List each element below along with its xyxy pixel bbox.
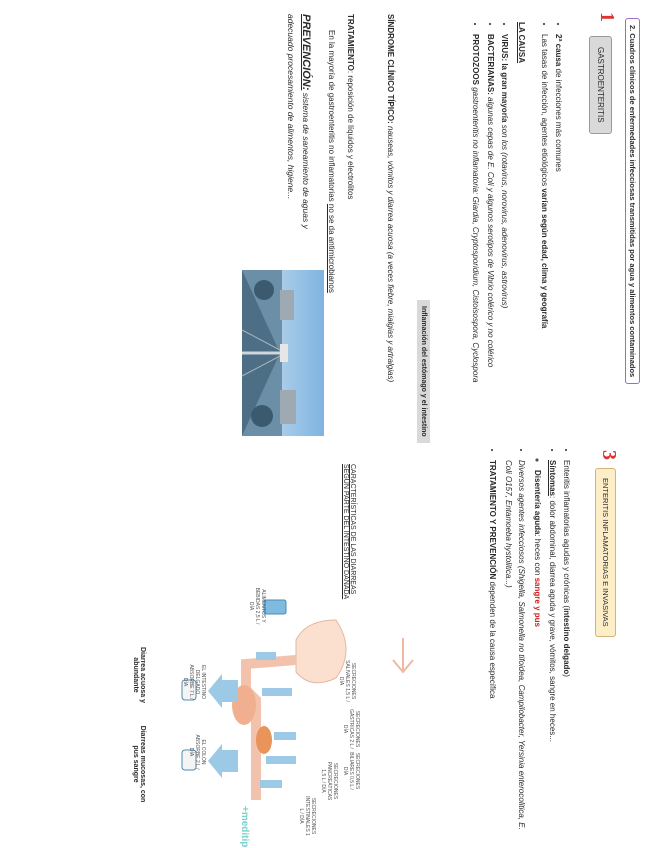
result-diarrea-mucosa: Diarreas mucosas, con pus sangre xyxy=(132,725,146,803)
section-1-number: 1 xyxy=(596,12,618,22)
sindrome-text: SÍNDROME CLÍNICO TÍPICO: nauseas, vómitos y diarrea acuosa (a veces fiebre, mialgias y artralgias) xyxy=(386,14,395,383)
diagram-caption: CARACTERÍSTICAS DE LAS DIARREAS SEGÚN PARTE DEL INTESTINO DAÑADA xyxy=(342,464,356,600)
glass-icon xyxy=(264,600,286,614)
gastroenteritis-box: GASTROENTERITIS xyxy=(589,36,612,134)
list-item: ◦ Disentería aguda: heces con sangre y pus xyxy=(531,470,543,836)
section-3-list xyxy=(484,446,572,836)
gastric-arrow xyxy=(262,688,292,696)
label-gastric: SECRECIONES GÁSTRICAS 2 L / DÍA xyxy=(342,709,360,749)
list-item: • 2ª causa de infecciones más comunes xyxy=(552,34,564,440)
result-diarrea-acuosa: Diarrea acuosa y abundante xyxy=(132,646,146,704)
biliary-arrow xyxy=(274,732,296,740)
section-1-intro xyxy=(535,20,564,440)
brand-logo: +meditip xyxy=(239,806,250,848)
label-intestinal: SECRECIONES INTESTINALES 1 L / DÍA xyxy=(298,796,316,836)
tratamiento-note: En la mayoría de gastroenteritis no inflamatorias no se da antimicrobianos xyxy=(327,30,336,293)
list-item: • PROTOZOOS gastroenteritis no inflamatoria: Giardia, Cryptosporidium, Cistoisospora, Cyclospora xyxy=(469,34,481,430)
list-item: • Diversos agentes infecciosos (Shigella, Salmonella no tifoidea, Campilobacter, Yersinia enterocolitica, E. Coli O157, Entamoeba hystolitica...) xyxy=(502,460,527,836)
list-item: • BACTERIANAS: algunas cepas de E. Coli y algunos serotipos de Vibrio colérico y no colérico xyxy=(483,34,495,430)
label-small-intestine: EL INTESTINO DELGADO ABSORBE 7 L / DÍA xyxy=(182,664,206,700)
label-colon: EL COLON ABSORBE 2 L / DÍA xyxy=(188,734,206,770)
prevencion-text: PREVENCIÓN: sistema de saneamiento de aguas y adecuado procesamiento de alimentos, higiene... xyxy=(285,14,312,229)
list-item: • Síntomas: dolor abdominal, diarrea aguda y grave, vómitos, sangre en heces... xyxy=(545,460,557,836)
cause-title: LA CAUSA xyxy=(517,22,526,64)
label-saliva: SECRECIONES SALIVALES 1,5 L / DÍA xyxy=(338,660,356,702)
enteritis-box: ENTERITIS INFLAMATORIAS E INVASIVAS xyxy=(595,468,616,637)
list-item: • Las tasas de infección, agentes etiológicos varían según edad, clima y geografía xyxy=(537,34,549,440)
cause-list xyxy=(467,20,510,430)
digestive-tract xyxy=(246,660,296,800)
list-item: • VIRUS: la gran mayoría son los (rotavirus, norovirus, adenovirus, astrovirus) xyxy=(498,34,510,430)
colon-absorb-arrow xyxy=(208,744,238,778)
intestinal-arrow xyxy=(260,780,282,788)
label-food: ALIMENTOS Y BEBIDAS 2,5 L / DÍA xyxy=(248,587,266,625)
tratamiento-text: TRATAMIENTO: reposición de líquidos y electrolitos xyxy=(346,14,355,200)
label-biliary: SECRECIONES BILIARES 0,5 L / DÍA xyxy=(342,752,360,790)
page-header: 2. Cuadros clínicos de enfermedades infecciosas transmitidas por agua y alimentos contaminados xyxy=(625,18,640,384)
water-treatment-photo xyxy=(242,270,324,436)
liver-shape xyxy=(256,726,272,754)
section-3-number: 3 xyxy=(598,450,620,460)
list-item: • TRATAMIENTO Y PREVENCIÓN dependen de la causa específica xyxy=(486,460,498,836)
label-pancreatic: SECRECIONES PANCREÁTICAS 1,5 L / DÍA xyxy=(320,761,338,801)
arrow-right-icon xyxy=(388,636,418,676)
list-item: • Enteritis inflamatorias agudas y crónicas (intestino delgado) xyxy=(560,460,572,836)
saliva-arrow xyxy=(256,652,276,660)
pancreatic-arrow xyxy=(266,756,296,764)
inflammation-tag: Inflamación del estómago y el intestino xyxy=(417,300,430,443)
